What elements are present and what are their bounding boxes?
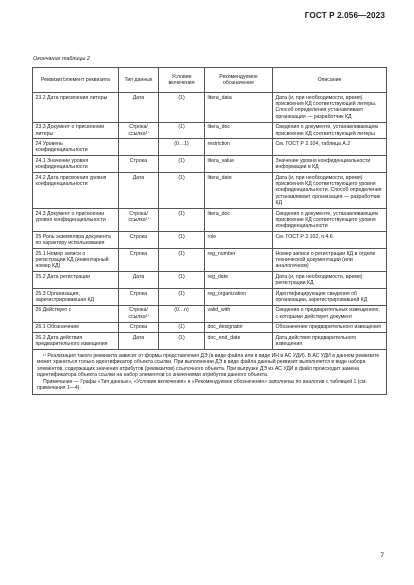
cell-description: Дата (и, при необходимости, время) регистрации КД <box>273 272 387 289</box>
cell-condition: (1) <box>159 232 205 249</box>
cell-description: См. ГОСТ Р 2.102, п.4.6 <box>273 232 387 249</box>
table-row <box>33 305 387 322</box>
cell-type: Строка <box>119 289 159 306</box>
cell-description: Дата (и, при необходимости, время) присвоения КД соответствующего уровня конфиденциальности. Способ определения устанавливает организация — разработчик КД <box>273 173 387 209</box>
cell-designation: litera_date <box>205 173 273 209</box>
footnote-text: ¹⁾ Реализация такого реквизита зависит от формы представления ДЭ (в виде файла или в виде ИН в АС УДИ). В АС УДИ в данном реквизите может храниться только идентификатор объекта ссылки. При выполнении ДЭ в виде файла данный реквизит выполняется в виде набора элементов, содержащих значения атрибутов (реквизитов) ссылочного объекта. При выгрузке ДЭ из АС УДИ в файл происходит замена идентификатора объекта ссылки на набор элементов со значениями атрибутов данного объекта. <box>37 353 380 378</box>
table-caption: Окончание таблицы 2 <box>33 56 90 62</box>
cell-designation: doc_end_date <box>205 333 273 350</box>
cell-requisite: 25 Роль экземпляра документа по характеру использования <box>33 232 119 249</box>
cell-designation: reg_organization <box>205 289 273 306</box>
footnote-row <box>33 350 387 395</box>
cell-requisite: 25.3 Организация, зарегистрировавшая КД <box>33 289 119 306</box>
column-header: Реквизит/элемент реквизита <box>33 68 119 93</box>
cell-description: Сведения о документе, устанавливающем присвоение КД соответствующей литеры <box>273 122 387 139</box>
cell-requisite: 26 Действует с <box>33 305 119 322</box>
cell-type: Строка <box>119 232 159 249</box>
cell-requisite: 25.1 Номер записи о регистрации КД (инвентарный номер КД) <box>33 249 119 272</box>
table-row <box>33 173 387 209</box>
table-row <box>33 289 387 306</box>
cell-condition: (1) <box>159 173 205 209</box>
cell-type <box>119 139 159 156</box>
cell-description: Дата (и, при необходимости, время) присвоения КД соответствующей литеры. Способ определения устанавливает организация — разработчик КД <box>273 93 387 123</box>
cell-condition: (1) <box>159 209 205 232</box>
cell-type: Строка/ссылка¹⁾ <box>119 305 159 322</box>
cell-designation: litera_data <box>205 93 273 123</box>
cell-type: Дата <box>119 173 159 209</box>
cell-designation: reg_number <box>205 249 273 272</box>
cell-type: Строка <box>119 156 159 173</box>
column-header: Рекомендуемое обозначение <box>205 68 273 93</box>
table-row <box>33 93 387 123</box>
cell-requisite: 23.2 Дата присвоения литеры <box>33 93 119 123</box>
cell-requisite: 24.3 Документ о присвоении уровня конфиденциальности <box>33 209 119 232</box>
cell-type: Дата <box>119 333 159 350</box>
cell-requisite: 24 Уровень конфиденциальности <box>33 139 119 156</box>
table-row <box>33 322 387 332</box>
table-row <box>33 249 387 272</box>
cell-requisite: 26.1 Обозначение <box>33 322 119 332</box>
cell-designation: valid_with <box>205 305 273 322</box>
table-header-row <box>33 68 387 93</box>
cell-designation: restriction <box>205 139 273 156</box>
cell-description: Обозначение предварительного извещения <box>273 322 387 332</box>
cell-designation: role <box>205 232 273 249</box>
cell-requisite: 26.2 Дата действия предварительного извещения <box>33 333 119 350</box>
cell-description: Номер записи о регистрации КД в отделе технической документации (или аналогичном) <box>273 249 387 272</box>
cell-condition: (1) <box>159 156 205 173</box>
cell-designation: litera_doc <box>205 122 273 139</box>
requisites-table <box>32 67 387 395</box>
table-row <box>33 272 387 289</box>
cell-type: Строка <box>119 249 159 272</box>
cell-condition: (1) <box>159 272 205 289</box>
cell-description: См. ГОСТ Р 2.104, таблица А.2 <box>273 139 387 156</box>
cell-requisite: 24.2 Дата присвоения уровня конфиденциальности <box>33 173 119 209</box>
cell-type: Строка/ссылка¹⁾ <box>119 209 159 232</box>
cell-condition: (0…1) <box>159 139 205 156</box>
cell-requisite: 23.3 Документ о присвоении литеры <box>33 122 119 139</box>
table-row <box>33 209 387 232</box>
cell-condition: (1) <box>159 333 205 350</box>
cell-type: Строка/ссылка¹⁾ <box>119 122 159 139</box>
cell-designation: doc_designator <box>205 322 273 332</box>
page-number: 7 <box>380 552 384 559</box>
column-header: Тип данных <box>119 68 159 93</box>
table-note: Примечание — Графы «Тип данных», «Условие включения» и «Рекомендуемое обозначение» заполнены по аналогии с таблицей 1 (см. примечания 1—4). <box>37 378 367 391</box>
cell-type: Дата <box>119 93 159 123</box>
cell-requisite: 24.1 Значение уровня конфиденциальности <box>33 156 119 173</box>
cell-description: Сведения о предварительных извещениях, с которыми действует документ <box>273 305 387 322</box>
cell-description: Дата действия предварительного извещения <box>273 333 387 350</box>
table-row <box>33 232 387 249</box>
cell-condition: (1) <box>159 289 205 306</box>
column-header: Условие включения <box>159 68 205 93</box>
cell-condition: (0…n) <box>159 305 205 322</box>
table-row <box>33 333 387 350</box>
table-row <box>33 122 387 139</box>
cell-designation: litera_value <box>205 156 273 173</box>
cell-type: Строка <box>119 322 159 332</box>
cell-designation: litera_doc <box>205 209 273 232</box>
cell-type: Дата <box>119 272 159 289</box>
table-row <box>33 139 387 156</box>
cell-condition: (1) <box>159 322 205 332</box>
standard-designation: ГОСТ Р 2.056—2023 <box>304 11 385 20</box>
cell-designation: reg_date <box>205 272 273 289</box>
cell-condition: (1) <box>159 249 205 272</box>
cell-description: Сведения о документе, устанавливающем присвоение КД соответствующего уровня конфиденциальности <box>273 209 387 232</box>
cell-requisite: 25.2 Дата регистрации <box>33 272 119 289</box>
cell-description: Идентифицирующие сведения об организации, зарегистрировавшей КД <box>273 289 387 306</box>
table-row <box>33 156 387 173</box>
cell-description: Значение уровня конфиденциальности информации в КД <box>273 156 387 173</box>
column-header: Описание <box>273 68 387 93</box>
cell-condition: (1) <box>159 93 205 123</box>
cell-condition: (1) <box>159 122 205 139</box>
footnote-cell <box>33 350 387 395</box>
